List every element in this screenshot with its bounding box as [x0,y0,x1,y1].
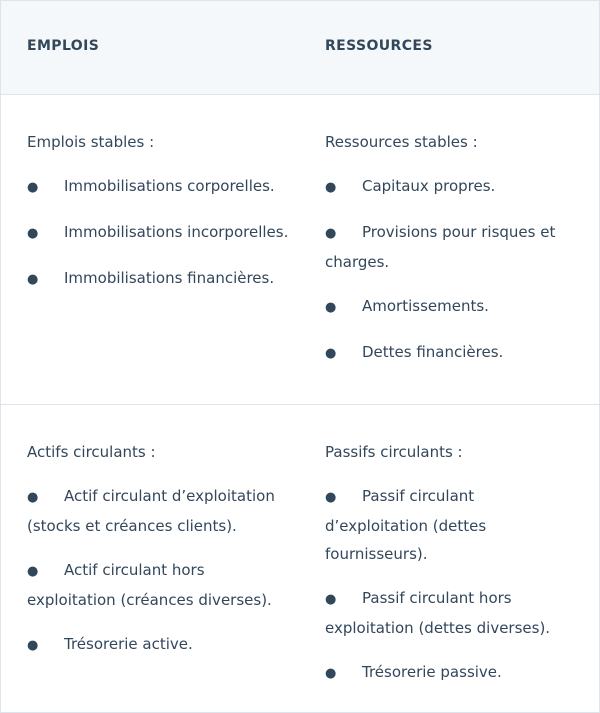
list-item [27,482,289,540]
header-ressources: RESSOURCES [325,38,433,54]
list-item [27,556,289,614]
bullet-icon: ● [325,592,337,607]
bullet-icon: ● [27,180,39,195]
bullet-icon: ● [27,638,39,653]
cell-title: Emplois stables : [27,133,155,151]
cell-title: Actifs circulants : [27,443,156,461]
bullet-icon: ● [325,180,337,195]
list-item [325,482,575,568]
list-item-text: Immobilisations financières. [64,269,275,287]
list-item [325,292,575,322]
bullet-icon: ● [325,346,337,361]
list-item [27,172,289,202]
list-item-text: Trésorerie active. [64,635,193,653]
list-item [27,218,289,248]
table-row-circulants [1,406,599,712]
list-item-text: Capitaux propres. [362,177,496,195]
cell-title: Passifs circulants : [325,443,463,461]
table-row-stables [1,96,599,405]
cell-emplois-stables [27,128,289,310]
bullet-icon: ● [27,564,39,579]
list-item-text: Trésorerie passive. [362,663,502,681]
list-item-text: Amortissements. [362,297,489,315]
bullet-icon: ● [325,490,337,505]
header-emplois: EMPLOIS [27,38,100,54]
list-item [27,630,289,660]
cell-title: Ressources stables : [325,133,478,151]
list-item-text: Actif circulant d’exploitation (stocks et créances clients). [27,487,275,535]
list-item [325,658,575,688]
bullet-icon: ● [27,272,39,287]
bullet-icon: ● [325,666,337,681]
list-item-text: Passif circulant hors exploitation (dettes diverses). [325,589,551,637]
cell-passifs-circulants [325,438,575,704]
list-item-text: Passif circulant d’exploitation (dettes fournisseurs). [325,487,487,563]
table-header [1,1,599,95]
list-item [325,172,575,202]
bullet-icon: ● [325,300,337,315]
list-item-text: Immobilisations corporelles. [64,177,275,195]
list-item [325,338,575,368]
list-item-text: Immobilisations incorporelles. [64,223,289,241]
bullet-icon: ● [325,226,337,241]
list-item-text: Dettes financières. [362,343,504,361]
list-item [325,218,575,276]
bullet-icon: ● [27,226,39,241]
cell-actifs-circulants [27,438,289,676]
cell-ressources-stables [325,128,575,384]
list-item [27,264,289,294]
bullet-icon: ● [27,490,39,505]
list-item [325,584,575,642]
list-item-text: Provisions pour risques et charges. [325,223,556,271]
list-item-text: Actif circulant hors exploitation (créances diverses). [27,561,272,609]
